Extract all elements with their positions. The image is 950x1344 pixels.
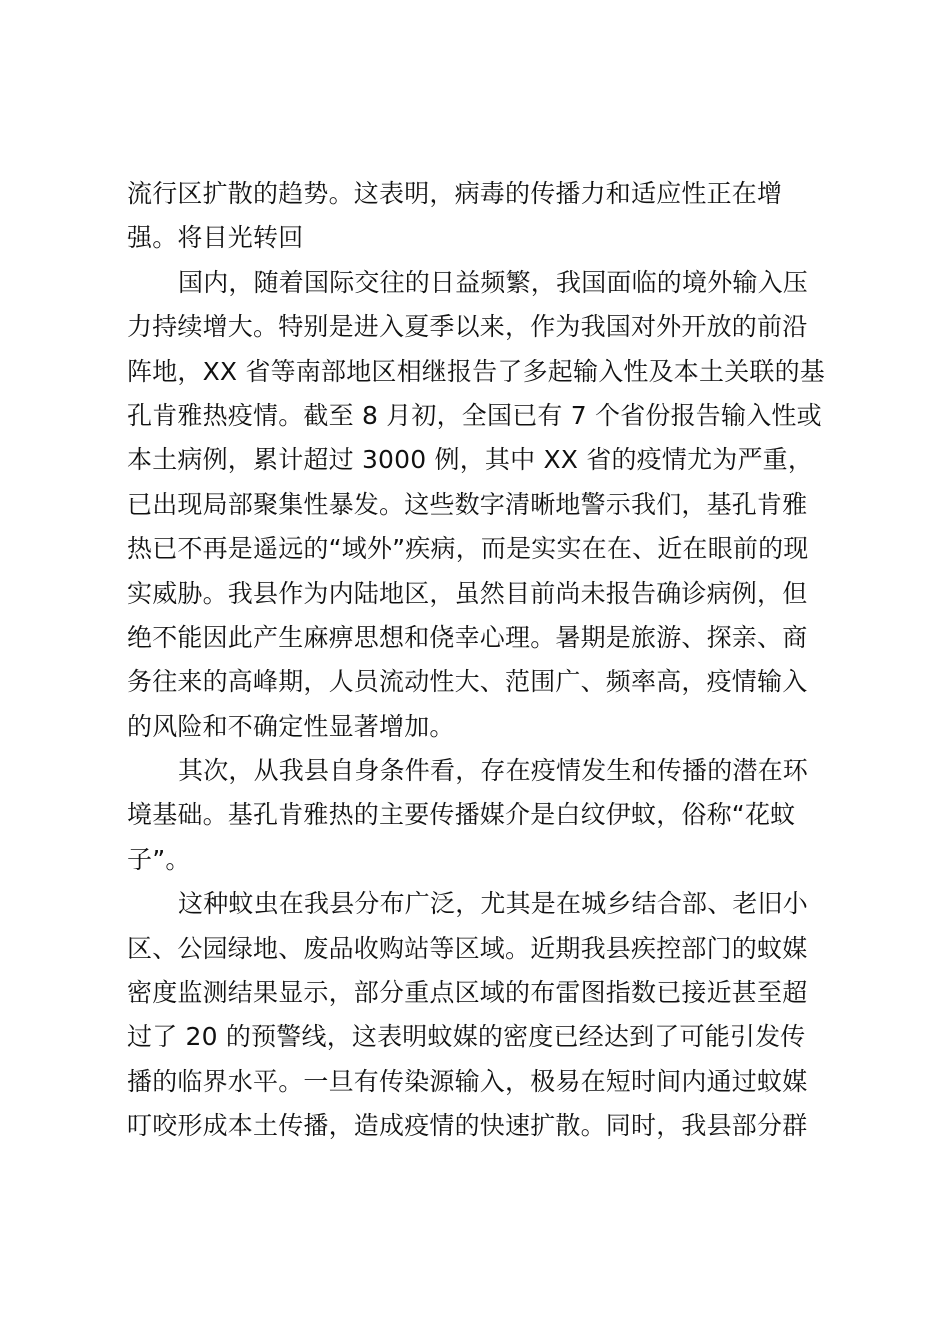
text-line: 强。将目光转回: [127, 223, 304, 253]
text-line: 其次，从我县自身条件看，存在疫情发生和传播的潜在环: [178, 756, 809, 786]
paragraph-4: [127, 882, 827, 1148]
text-line: 阵地，XX 省等南部地区相继报告了多起输入性及本土关联的基: [127, 356, 826, 386]
paragraph-1: [127, 172, 827, 261]
text-line: 已出现局部聚集性暴发。这些数字清晰地警示我们，基孔肯雅: [127, 489, 808, 519]
text-line: 叮咬形成本土传播，造成疫情的快速扩散。同时，我县部分群: [127, 1111, 808, 1141]
text-line: 子”。: [127, 844, 191, 874]
text-line: 境基础。基孔肯雅热的主要传播媒介是白纹伊蚊，俗称“花蚊: [127, 800, 796, 830]
text-line: 区、公园绿地、废品收购站等区域。近期我县疾控部门的蚊媒: [127, 933, 808, 963]
text-line: 本土病例，累计超过 3000 例，其中 XX 省的疫情尤为严重，: [127, 445, 814, 475]
text-line: 孔肯雅热疫情。截至 8 月初，全国已有 7 个省份报告输入性或: [127, 400, 822, 430]
text-line: 这种蚊虫在我县分布广泛，尤其是在城乡结合部、老旧小: [178, 889, 809, 919]
text-line: 绝不能因此产生麻痹思想和侥幸心理。暑期是旅游、探亲、商: [127, 622, 808, 652]
text-line: 实威胁。我县作为内陆地区，虽然目前尚未报告确诊病例，但: [127, 578, 808, 608]
text-line: 流行区扩散的趋势。这表明，病毒的传播力和适应性正在增: [127, 179, 783, 208]
text-line: 力持续增大。特别是进入夏季以来，作为我国对外开放的前沿: [127, 312, 808, 342]
text-line: 务往来的高峰期，人员流动性大、范围广、频率高，疫情输入: [127, 667, 808, 697]
text-line: 过了 20 的预警线，这表明蚊媒的密度已经达到了可能引发传: [127, 1022, 806, 1052]
text-line: 密度监测结果显示，部分重点区域的布雷图指数已接近甚至超: [127, 978, 808, 1008]
paragraph-2: [127, 261, 827, 749]
text-line: 国内，随着国际交往的日益频繁，我国面临的境外输入压: [178, 267, 809, 297]
paragraph-3: [127, 749, 827, 882]
text-line: 播的临界水平。一旦有传染源输入，极易在短时间内通过蚊媒: [127, 1066, 808, 1096]
document-body: [127, 172, 827, 1149]
text-line: 热已不再是遥远的“域外”疾病，而是实实在在、近在眼前的现: [127, 534, 809, 564]
text-line: 的风险和不确定性显著增加。: [127, 711, 455, 741]
